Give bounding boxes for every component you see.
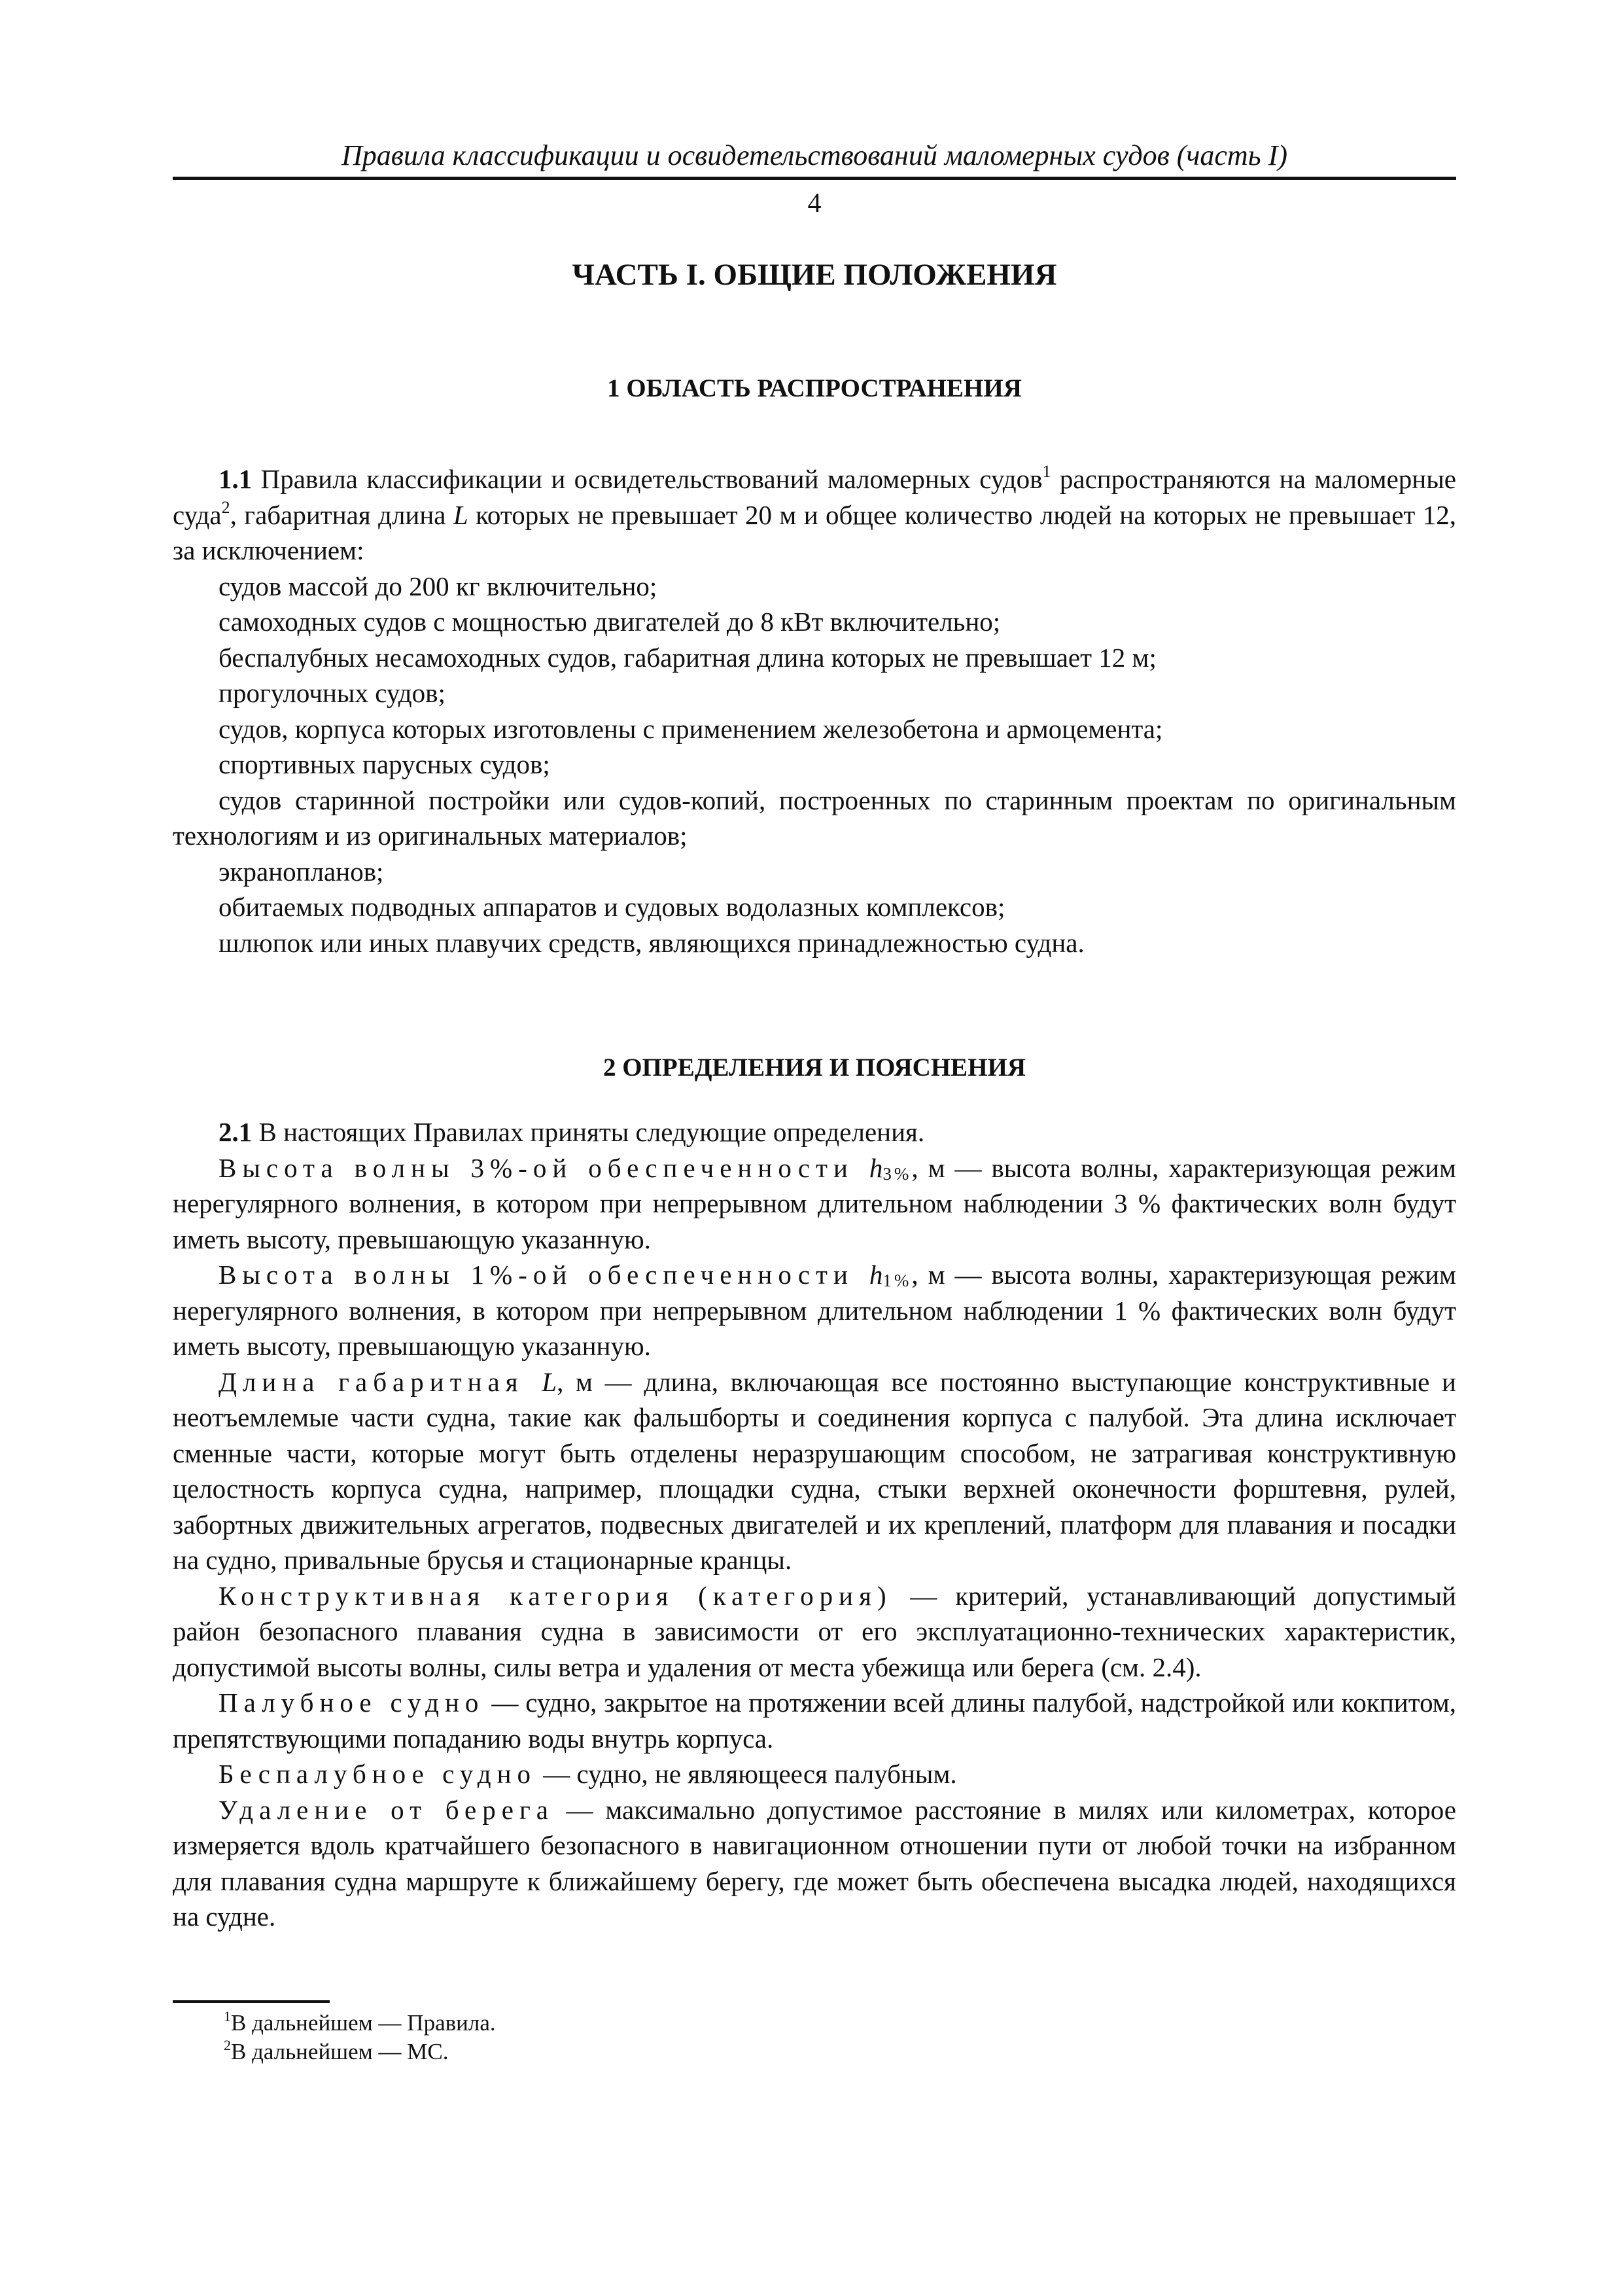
footnote-1 bbox=[173, 2009, 1456, 2038]
definition-text: — критерий, устанавливающий допустимый район безопасного плавания судна в зависимости от его эксплуатационно-технических характеристик, допустимой высоты волны, силы ветра и удаления от места убежища или берега (см. 2.4). bbox=[173, 1580, 1456, 1682]
footnote-2 bbox=[173, 2038, 1456, 2066]
paragraph-2-1 bbox=[173, 1114, 1456, 1150]
footnote-ref-2: 2 bbox=[221, 497, 230, 517]
variable-h: h bbox=[869, 1260, 883, 1290]
exception-item: самоходных судов с мощностью двигателей до 8 кВт включительно; bbox=[218, 607, 1001, 637]
text-run: Правила классификации и освидетельствований маломерных судов bbox=[252, 464, 1043, 494]
exception-item: судов, корпуса которых изготовлены с применением железобетона и армоцемента; bbox=[218, 713, 1163, 744]
text-run: В настоящих Правилах приняты следующие определения. bbox=[252, 1117, 925, 1147]
definition-text: — максимально допустимое расстояние в милях или километрах, которое измеряется вдоль кратчайшего безопасного в навигационном отношении пути от любой точки на избранном для плавания судна маршруте к ближайшему берегу, где может быть обеспечена высадка людей, находящихся на судне. bbox=[173, 1794, 1457, 1932]
definition-term: Высота волны 3%-ой обеспеченности bbox=[218, 1152, 869, 1183]
subscript: 3% bbox=[882, 1163, 912, 1184]
footnote-text: В дальнейшем — Правила. bbox=[231, 2010, 496, 2036]
section-2-title: 2 ОПРЕДЕЛЕНИЯ И ПОЯСНЕНИЯ bbox=[602, 1053, 1026, 1082]
page-number: 4 bbox=[807, 188, 822, 219]
subscript: 1% bbox=[882, 1271, 912, 1290]
variable-L: L bbox=[542, 1366, 557, 1397]
definition-wave-height-1 bbox=[173, 1257, 1456, 1364]
definition-text: — судно, не являющееся палубным. bbox=[536, 1759, 957, 1789]
definition-term: Высота волны 1%-ой обеспеченности bbox=[218, 1260, 869, 1290]
section-2-body bbox=[173, 1114, 1456, 1935]
definition-text: , м — высота волны, характеризующая режим нерегулярного волнения, в котором при непрерывном длительном наблюдении 3 % фактических волн будут иметь высоту, превышающую указанную. bbox=[173, 1152, 1456, 1254]
exception-item: обитаемых подводных аппаратов и судовых водолазных комплексов; bbox=[218, 892, 1005, 922]
exception-item: экранопланов; bbox=[218, 856, 384, 887]
definition-term: Беспалубное судно bbox=[218, 1759, 537, 1789]
definition-term: Палубное судно bbox=[218, 1687, 485, 1718]
definition-undecked-vessel bbox=[173, 1756, 1456, 1792]
part-title: ЧАСТЬ I. ОБЩИЕ ПОЛОЖЕНИЯ bbox=[572, 258, 1057, 292]
definition-text: , м — длина, включающая все постоянно выступающие конструктивные и неотъемлемые части судна, такие как фальшборты и соединения корпуса с палубой. Эта длина исключает сменные части, которые могут быть отделены неразрушающим способом, не затрагивая конструктивную целостность корпуса судна, например, площадки судна, стыки верхней оконечности форштевня, рулей, забортных движительных агрегатов, подвесных двигателей и их креплений, платформ для плавания и посадки на судно, привальные брусья и стационарные кранцы. bbox=[173, 1366, 1456, 1575]
definition-term: Удаление от берега bbox=[218, 1794, 554, 1825]
variable-L: L bbox=[453, 499, 468, 530]
clause-number: 1.1 bbox=[218, 464, 253, 494]
section-1-title: 1 ОБЛАСТЬ РАСПРОСТРАНЕНИЯ bbox=[607, 374, 1022, 402]
exception-item: спортивных парусных судов; bbox=[218, 749, 550, 779]
text-run: которых не превышает 20 м и общее количество людей на которых не превышает 12, за исключением: bbox=[173, 499, 1456, 565]
exception-item: судов старинной постройки или судов-копий, построенных по старинным проектам по оригинальным технологиям и из оригинальных материалов; bbox=[173, 785, 1456, 851]
definition-distance-from-shore bbox=[173, 1792, 1456, 1935]
definition-text: , м — высота волны, характеризующая режим нерегулярного волнения, в котором при непрерывном длительном наблюдении 1 % фактических волн будут иметь высоту, превышающую указанную. bbox=[173, 1260, 1456, 1361]
exception-item: шлюпок или иных плавучих средств, являющихся принадлежностью судна. bbox=[218, 927, 1085, 958]
header-rule bbox=[173, 177, 1456, 180]
text-run: , габаритная длина bbox=[230, 499, 453, 530]
footnote-text: В дальнейшем — МС. bbox=[231, 2039, 449, 2064]
definition-decked-vessel bbox=[173, 1685, 1456, 1756]
definition-design-category bbox=[173, 1578, 1456, 1686]
footnote-separator bbox=[173, 2000, 330, 2003]
definition-text: — судно, закрытое на протяжении всей длины палубой, надстройкой или кокпитом, препятствующими попаданию воды внутрь корпуса. bbox=[173, 1687, 1456, 1754]
definition-term: Конструктивная категория (категория) bbox=[218, 1580, 892, 1611]
footnotes bbox=[173, 2009, 1456, 2066]
running-title: Правила классификации и освидетельствований маломерных судов (часть I) bbox=[341, 139, 1287, 171]
paragraph-1-1 bbox=[173, 461, 1456, 569]
exception-item: судов массой до 200 кг включительно; bbox=[218, 571, 657, 601]
definition-term: Длина габаритная bbox=[218, 1366, 542, 1397]
footnote-ref-1: 1 bbox=[1042, 462, 1051, 481]
definition-wave-height-3 bbox=[173, 1150, 1456, 1258]
exception-item: прогулочных судов; bbox=[218, 678, 445, 708]
variable-h: h bbox=[869, 1152, 883, 1183]
footnote-mark: 1 bbox=[224, 2008, 231, 2024]
section-1-body bbox=[173, 461, 1456, 961]
clause-number: 2.1 bbox=[218, 1117, 253, 1147]
text-run: распространяются на маломерные суда bbox=[173, 464, 1456, 530]
footnote-mark: 2 bbox=[224, 2037, 231, 2053]
definition-overall-length bbox=[173, 1364, 1456, 1578]
exception-item: беспалубных несамоходных судов, габаритная длина которых не превышает 12 м; bbox=[218, 642, 1157, 673]
